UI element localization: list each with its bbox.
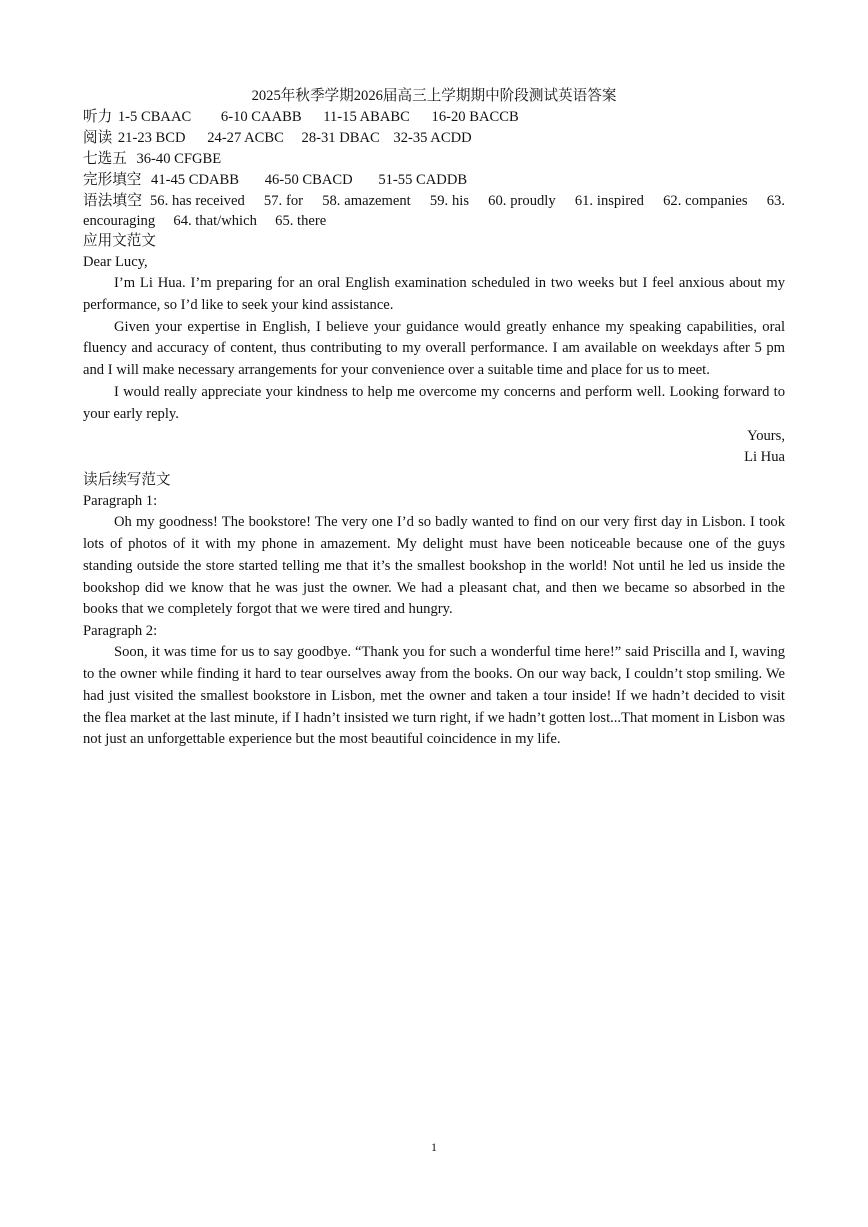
- letter-greeting: Dear Lucy,: [83, 254, 148, 270]
- grammar-answers: [83, 191, 785, 231]
- grammar-item: 63. encouraging: [83, 193, 785, 229]
- reading-group: 32-35 ACDD: [393, 130, 472, 146]
- reading-group: 21-23 BCD: [117, 130, 186, 146]
- listening-group: 6-10 CAABB: [220, 109, 302, 125]
- grammar-item: 61. inspired: [574, 193, 644, 209]
- seven-five-label: 七选五: [83, 151, 127, 167]
- cloze-group: 41-45 CDABB: [151, 172, 240, 188]
- cloze-group: 46-50 CBACD: [264, 172, 353, 188]
- reading-group: 24-27 ACBC: [207, 130, 284, 146]
- listening-group: 11-15 ABABC: [323, 109, 410, 125]
- grammar-item: 60. proudly: [488, 193, 556, 209]
- seven-five-answers: [83, 149, 785, 170]
- listening-label: 听力: [83, 109, 113, 125]
- listening-group: 16-20 BACCB: [431, 109, 519, 125]
- continuation-heading: 读后续写范文: [83, 472, 171, 489]
- grammar-item: 56. has received: [149, 193, 245, 209]
- paragraph1-label: Paragraph 1:: [83, 493, 158, 510]
- grammar-item: 62. companies: [663, 193, 748, 209]
- answer-document: [83, 86, 785, 751]
- seven-five-group: 36-40 CFGBE: [136, 151, 222, 167]
- listening-answers: [83, 107, 785, 128]
- page-number: 1: [431, 1140, 437, 1154]
- listening-group: 1-5 CBAAC: [117, 109, 192, 125]
- cloze-label: 完形填空: [83, 172, 142, 188]
- grammar-item: 59. his: [429, 193, 469, 209]
- letter-closing: Yours,: [747, 427, 785, 444]
- cloze-answers: [83, 170, 785, 191]
- reading-group: 28-31 DBAC: [301, 130, 380, 146]
- reading-answers: [83, 128, 785, 149]
- document-title: 2025年秋季学期2026届高三上学期期中阶段测试英语答案: [251, 88, 617, 104]
- grammar-item: 65. there: [275, 213, 327, 229]
- letter-heading: 应用文范文: [83, 233, 156, 249]
- letter-signature: Li Hua: [744, 449, 785, 466]
- letter-paragraph: I’m Li Hua. I’m preparing for an oral English examination scheduled in two weeks but I feel anxious about my performance, so I’d like to seek your kind assistance.: [83, 275, 785, 313]
- continuation-paragraph-2: Soon, it was time for us to say goodbye. “Thank you for such a wonderful time here!” said Priscilla and I, waving to the owner while finding it hard to tear ourselves away from the books. On our way back, I couldn’t stop smiling. We had just visited the smallest bookstore in Lisbon, met the owner and taken a tour inside! If we hadn’t decided to visit the flea market at the last minute, if I hadn’t insisted we turn right, if we hadn’t gotten lost...That moment in Lisbon was not just an unforgettable experience but the most beautiful coincidence in my life.: [83, 644, 785, 748]
- grammar-item: 57. for: [263, 193, 304, 209]
- paragraph2-label: Paragraph 2:: [83, 623, 158, 640]
- grammar-item: 64. that/which: [173, 213, 257, 229]
- grammar-label: 语法填空: [83, 193, 143, 209]
- grammar-item: 58. amazement: [322, 193, 411, 209]
- reading-label: 阅读: [83, 130, 113, 146]
- letter-paragraph: Given your expertise in English, I believe your guidance would greatly enhance my speaking capabilities, oral fluency and accuracy of content, thus contributing to my overall performance. I am available on weekdays after 5 pm and I will make necessary arrangements for your convenience over a suitable time and place for us to meet.: [83, 318, 785, 379]
- continuation-paragraph-1: Oh my goodness! The bookstore! The very one I’d so badly wanted to find on our very first day in Lisbon. I took lots of photos of it with my phone in amazement. My delight must have been noticeable because one of the guys standing outside the store started telling me that it’s the smallest bookshop in the world! Not until he led us inside the bookshop did we know that he was just the owner. We had a pleasant chat, and then we became so absorbed in the books that we completely forgot that we were tired and hungry.: [83, 514, 785, 618]
- letter-paragraph: I would really appreciate your kindness to help me overcome my concerns and perform well. Looking forward to your early reply.: [83, 383, 785, 422]
- cloze-group: 51-55 CADDB: [378, 172, 468, 188]
